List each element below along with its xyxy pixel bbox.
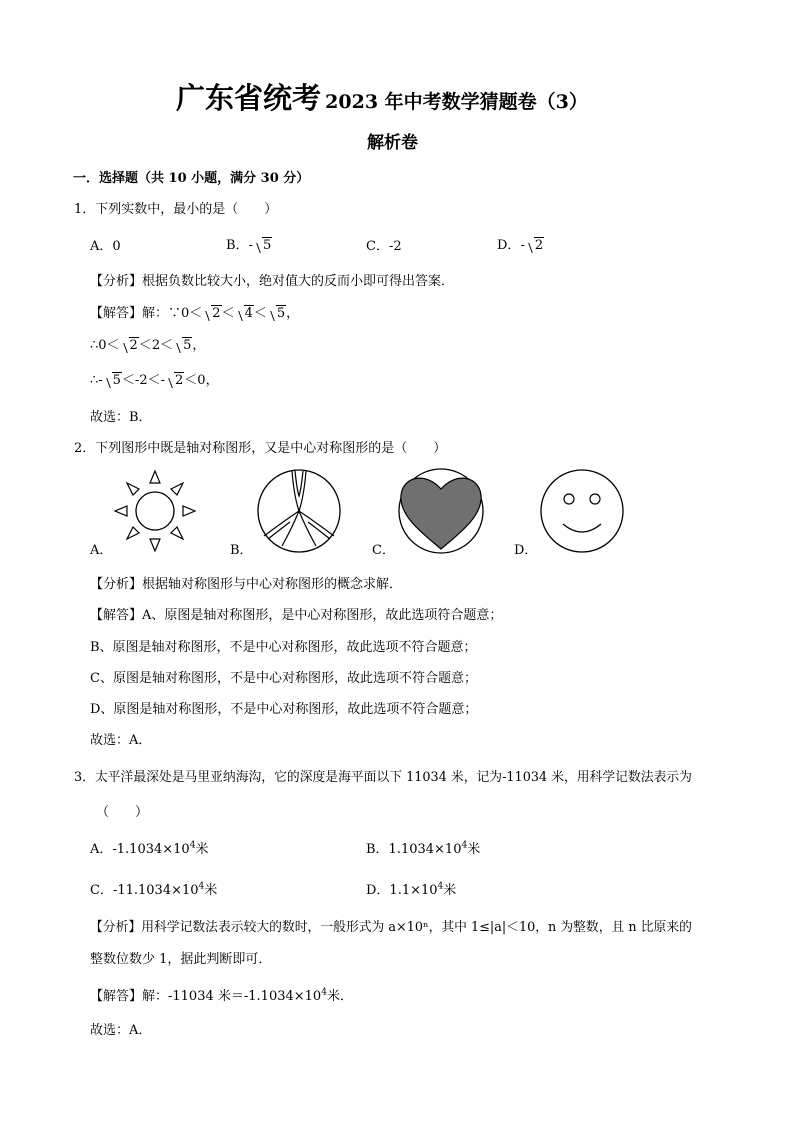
q3-option-c <box>90 879 217 898</box>
q3-stem: 3．太平洋最深处是马里亚纳海沟，它的深度是海平面以下 11034 米，记为-11034 米，用科学记数法表示为 <box>74 770 692 785</box>
q3-analysis-line2: 整数位数少 1，据此判断即可． <box>90 952 272 967</box>
q3-option-d <box>366 879 456 898</box>
q1-sol-r2: 4 <box>244 306 253 321</box>
three-arm-circle-figure <box>254 466 344 556</box>
smiley-figure <box>537 466 627 556</box>
q2-label-c: C． <box>372 543 395 558</box>
heart-figure <box>395 465 487 557</box>
q2-solution-a: 【解答】A、原图是轴对称图形，是中心对称图形，故此选项符合题意； <box>90 608 503 623</box>
q3-opt-c-unit: 米 <box>204 883 218 898</box>
q1-l2-prefix: ∴0＜ <box>90 338 120 353</box>
q1-option-b-radicand: 5 <box>262 238 272 253</box>
q2-solution-b: B、原图是轴对称图形，不是中心对称图形，故此选项不符合题意； <box>90 640 477 655</box>
q3-paren: （ ） <box>96 805 149 820</box>
q1-solution-line3 <box>90 369 219 388</box>
q1-l3-r2: 2 <box>175 373 184 388</box>
sqrt-symbol <box>203 306 221 321</box>
q1-analysis: 【分析】根据负数比较大小，绝对值大的反而小即可得出答案． <box>90 274 455 289</box>
q1-option-a: A．0 <box>90 239 121 254</box>
q1-stem: 1．下列实数中，最小的是（ ） <box>74 202 278 217</box>
q3-opt-a-exp: 4 <box>189 840 196 851</box>
q1-sol-r1: 2 <box>212 306 221 321</box>
q1-option-c: C．-2 <box>366 239 402 254</box>
q3-opt-d-unit: 米 <box>443 883 457 898</box>
q3-solution <box>90 985 353 1004</box>
sqrt-symbol <box>104 373 122 388</box>
q1-l2-r2: 5 <box>183 338 192 353</box>
title-suffix: 2023 年中考数学猜题卷（3） <box>325 91 588 113</box>
q1-l2-r1: 2 <box>129 338 138 353</box>
q2-label-b: B． <box>230 543 253 558</box>
q3-sol-exp: 4 <box>321 987 327 998</box>
q3-analysis-line1: 【分析】用科学记数法表示较大的数时，一般形式为 a×10ⁿ，其中 1≤|a|＜10，n 为整数，且 n 比原来的 <box>90 920 692 935</box>
section-heading: 一．选择题（共 10 小题，满分 30 分） <box>73 171 310 186</box>
sqrt-symbol <box>268 306 286 321</box>
q3-answer: 故选：A． <box>90 1023 152 1038</box>
sqrt-symbol <box>174 338 192 353</box>
sqrt-symbol <box>526 238 544 253</box>
sun-figure <box>110 466 200 556</box>
q1-sol-lt2: ＜ <box>253 306 267 321</box>
q1-sol-end: ， <box>286 306 300 321</box>
q1-solution-line2 <box>90 334 205 353</box>
q1-sol-label: 【解答】解：∵0＜ <box>90 306 203 321</box>
q3-opt-a-text: A．-1.1034×10 <box>90 842 190 857</box>
q3-opt-c-text: C．-11.1034×10 <box>90 883 199 898</box>
q3-opt-c-exp: 4 <box>198 881 205 892</box>
sqrt-symbol <box>121 338 139 353</box>
q3-opt-a-unit: 米 <box>195 842 209 857</box>
q1-answer: 故选：B． <box>90 410 152 425</box>
q1-solution-line1 <box>90 302 299 321</box>
q1-l3-mid: ＜-2＜- <box>121 373 166 388</box>
q1-option-d-radicand: 2 <box>534 238 544 253</box>
q2-answer: 故选：A． <box>90 733 152 748</box>
q2-solution-c: C、原图是轴对称图形，不是中心对称图形，故此选项不符合题意； <box>90 671 477 686</box>
q1-option-b <box>226 234 272 253</box>
q1-sol-r3: 5 <box>276 306 286 321</box>
q1-l3-end: ＜0， <box>184 373 219 388</box>
q3-option-b <box>366 838 480 857</box>
q2-analysis: 【分析】根据轴对称图形与中心对称图形的概念求解． <box>90 577 403 592</box>
q2-label-d: D． <box>514 543 538 558</box>
q1-sol-lt1: ＜ <box>221 306 235 321</box>
q3-opt-d-exp: 4 <box>437 881 444 892</box>
q1-l2-end: ， <box>192 338 206 353</box>
q1-l3-prefix: ∴- <box>90 373 103 388</box>
q3-option-a <box>90 838 208 857</box>
page-subtitle: 解析卷 <box>367 133 418 153</box>
q1-l3-r1: 5 <box>112 373 121 388</box>
q3-opt-b-unit: 米 <box>467 842 481 857</box>
q1-option-d: D．- 2 <box>497 238 544 253</box>
q1-option-b-prefix: B．- <box>226 238 253 253</box>
q1-option-d-prefix: D． <box>497 238 521 253</box>
q2-label-a: A． <box>90 543 113 558</box>
sqrt-symbol <box>236 306 254 321</box>
q2-solution-d: D、原图是轴对称图形，不是中心对称图形，故此选项不符合题意； <box>90 702 478 717</box>
q3-opt-b-exp: 4 <box>461 840 468 851</box>
q2-stem: 2．下列图形中既是轴对称图形，又是中心对称图形的是（ ） <box>74 441 447 456</box>
q3-sol-end: 米． <box>326 989 353 1004</box>
page-title <box>176 76 588 117</box>
sqrt-symbol <box>166 373 184 388</box>
q3-opt-b-text: B．1.1034×10 <box>366 842 462 857</box>
q3-sol-text: 【解答】解：-11034 米＝-1.1034×10 <box>90 989 322 1004</box>
title-main: 广东省统考 <box>176 81 322 115</box>
sqrt-symbol <box>254 238 272 253</box>
q1-l2-mid: ＜2＜ <box>138 338 174 353</box>
q3-opt-d-text: D．1.1×10 <box>366 883 438 898</box>
